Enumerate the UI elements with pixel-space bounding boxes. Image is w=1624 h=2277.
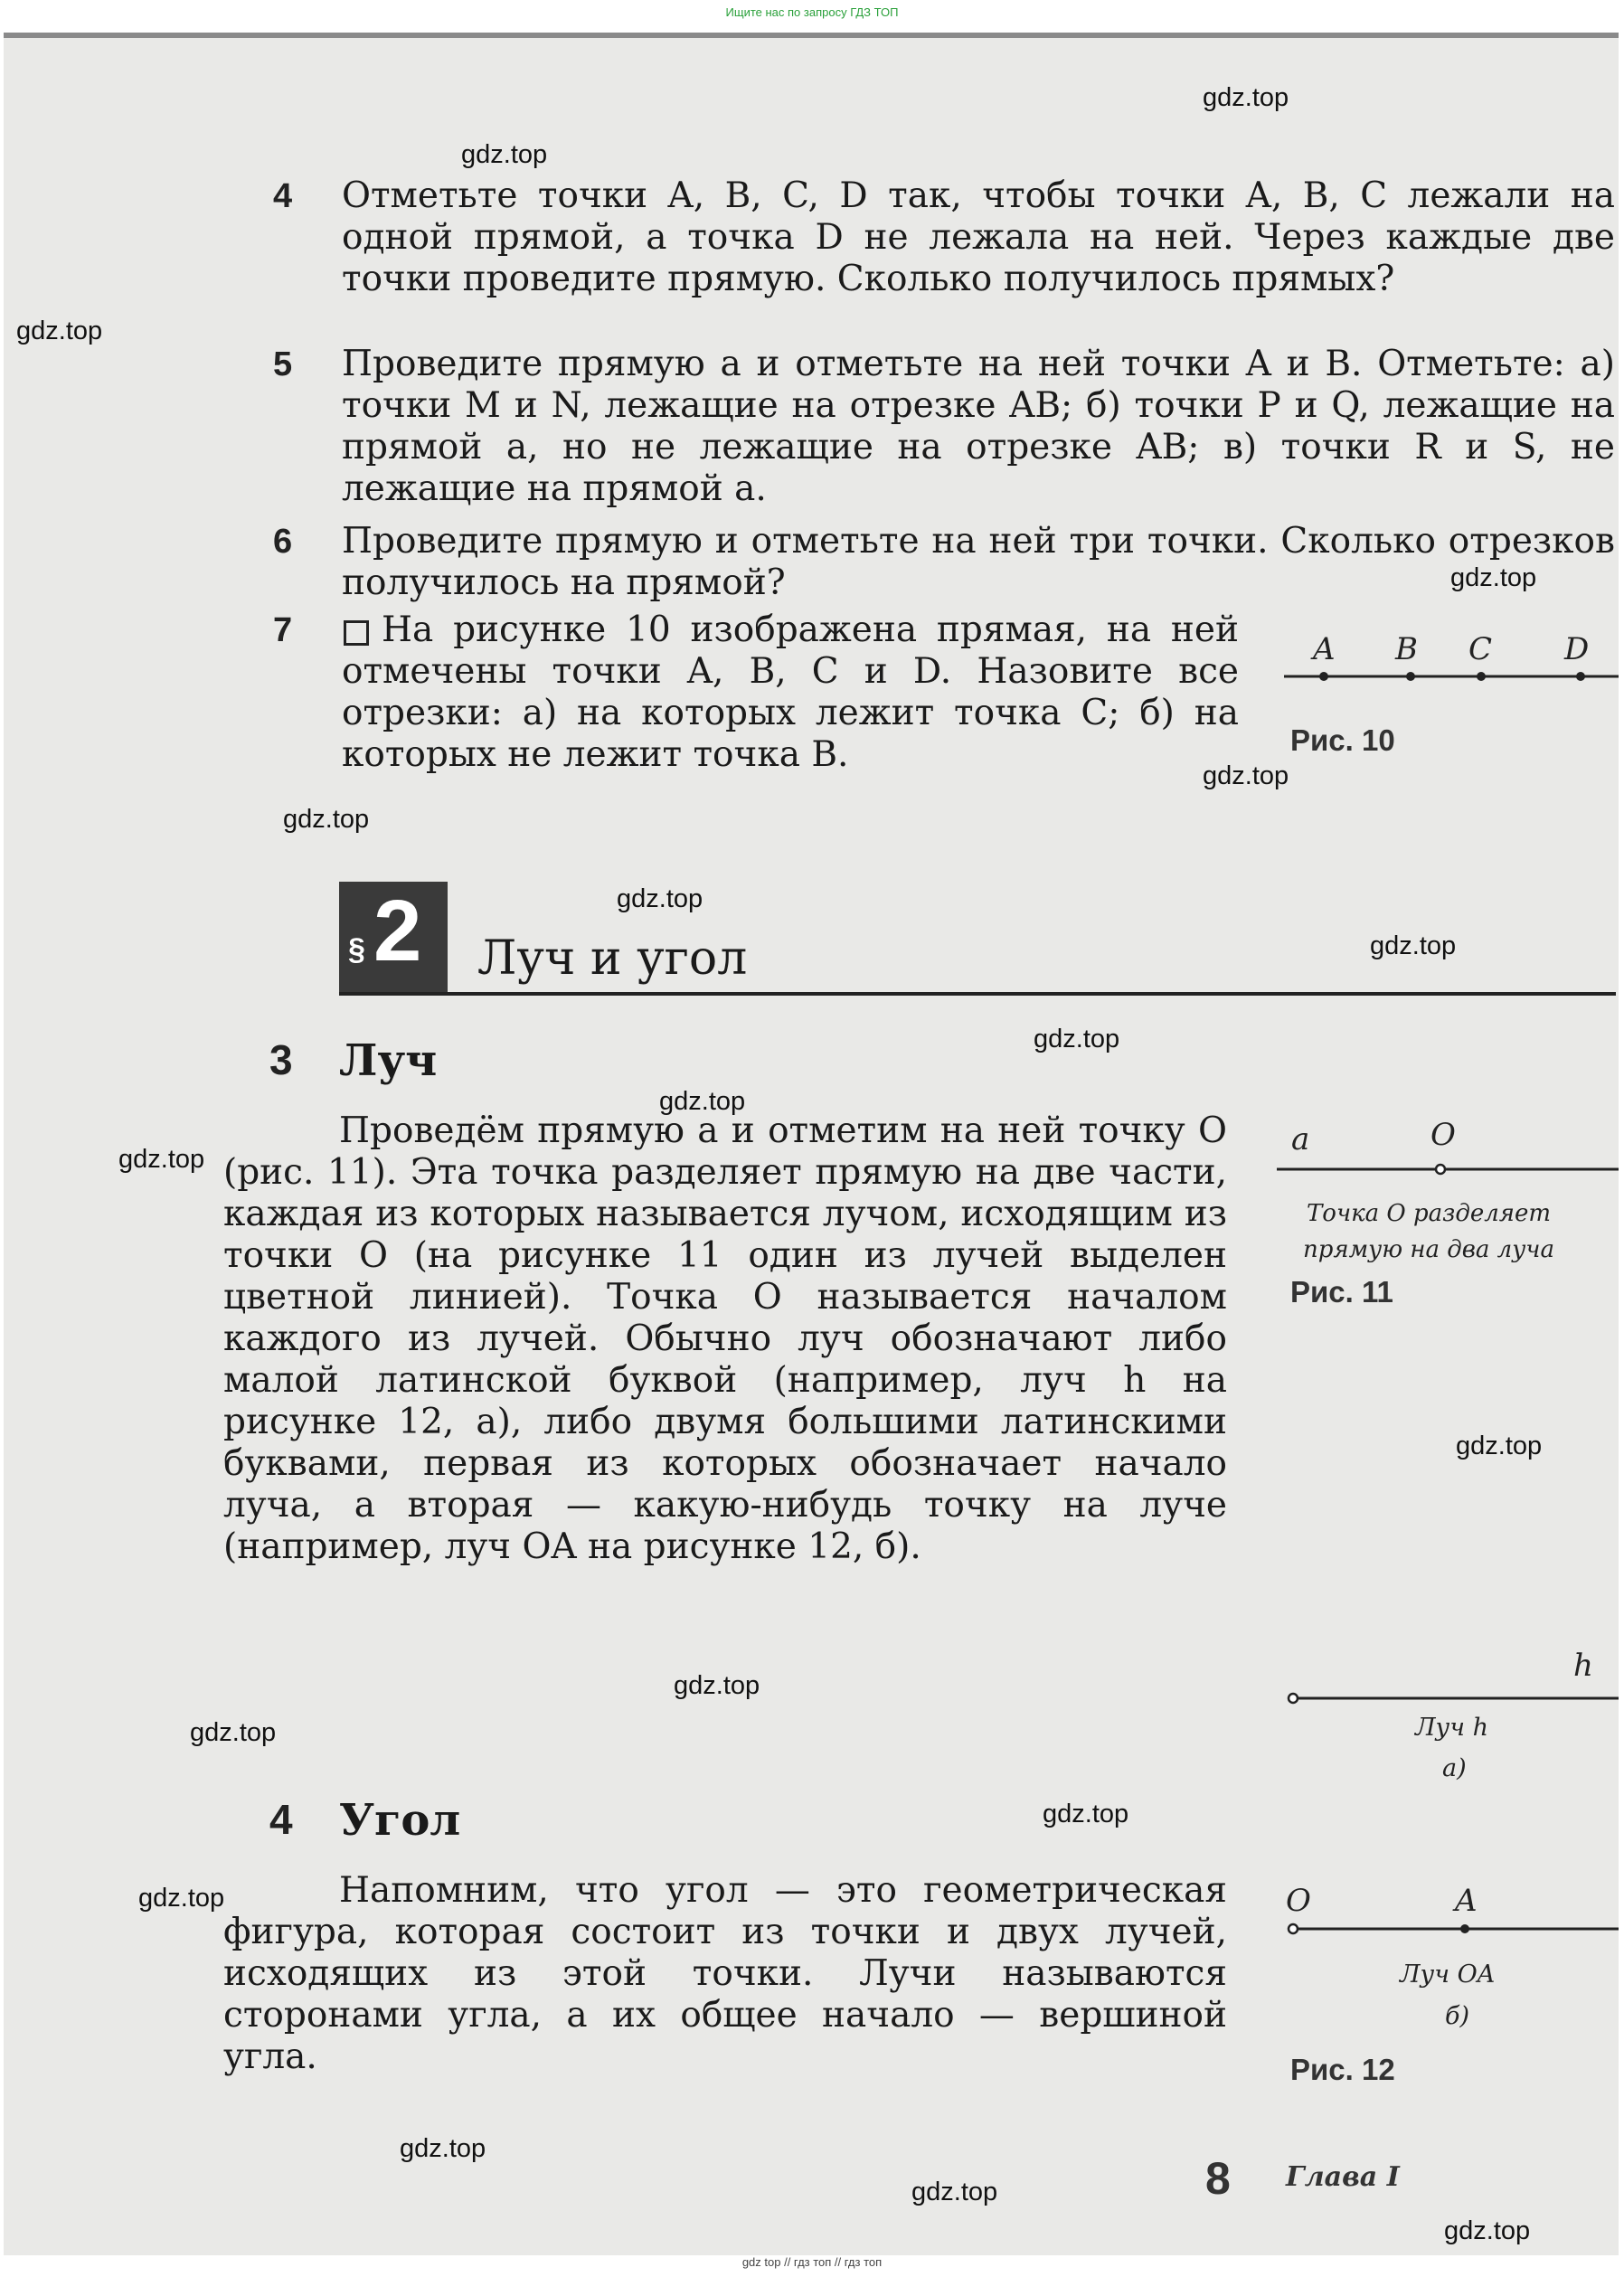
figure-label: Рис. 11 (1290, 1275, 1393, 1309)
figure-label: Рис. 12 (1290, 2053, 1395, 2086)
fig11-point (1436, 1165, 1445, 1174)
fig11-line-label: a (1291, 1121, 1310, 1157)
subsection-title: Луч (339, 1035, 438, 1086)
watermark: gdz.top (1034, 1025, 1120, 1053)
fig10-point (1477, 672, 1486, 681)
figure-label: Рис. 10 (1290, 723, 1395, 757)
section-badge (339, 882, 448, 993)
fig10-point-label: A (1313, 631, 1336, 667)
subsection-number: 4 (269, 1796, 293, 1843)
chapter-label: Глава I (1286, 2161, 1400, 2193)
fig12b-origin-point (1289, 1924, 1298, 1933)
fig10-point (1319, 672, 1328, 681)
fig11-caption-line: Точка O разделяет (1306, 1200, 1552, 1227)
fig12b-point-label: A (1455, 1883, 1478, 1919)
watermark: gdz.top (674, 1671, 760, 1700)
fig10-point (1406, 672, 1415, 681)
fig12b-ray (1284, 1922, 1619, 1940)
exercise-text: Отметьте точки A, B, C, D так, чтобы точки A, B, C лежали на одной прямой, а точка D не лежала на ней. Через каждые две точки проведите прямую. Сколько получилось прямых? (342, 175, 1615, 299)
fig12a-origin-point (1289, 1694, 1298, 1703)
fig10-point-label: D (1564, 631, 1590, 667)
watermark: gdz.top (138, 1884, 225, 1913)
watermark: gdz.top (283, 805, 370, 834)
fig12b-caption: Луч OA (1400, 1960, 1496, 1989)
watermark: gdz.top (461, 140, 548, 169)
fig12b-point (1460, 1924, 1469, 1933)
watermark: gdz.top (911, 2178, 998, 2206)
subsection-number: 3 (269, 1036, 293, 1083)
exercise-text: Проведите прямую a и отметьте на ней точки A и B. Отметьте: а) точки M и N, лежащие на отрезке AB; б) точки P и Q, лежащие на прямой a, но не лежащие на отрезке AB; в) точки R и S, не лежащие на прямой a. (342, 344, 1615, 509)
fig12a-ray (1284, 1691, 1619, 1709)
watermark: gdz.top (1203, 761, 1289, 790)
fig12a-ray-label: h (1573, 1648, 1593, 1684)
section-divider (339, 992, 1616, 996)
watermark: gdz.top (617, 884, 703, 913)
watermark: gdz.top (1444, 2216, 1531, 2245)
page-number: 8 (1205, 2153, 1231, 2204)
watermark: gdz.top (1456, 1431, 1543, 1460)
section-sign: § (348, 932, 365, 967)
top-banner: Ищите нас по запросу ГДЗ ТОП (725, 5, 899, 19)
fig12a-sublabel: а) (1442, 1754, 1467, 1782)
fig10-line (1284, 669, 1619, 687)
fig10-point-label: B (1395, 631, 1418, 667)
watermark: gdz.top (1203, 83, 1289, 112)
fig12a-caption: Луч h (1415, 1714, 1488, 1742)
fig11-caption-line: прямую на два луча (1303, 1236, 1554, 1263)
section-number: 2 (373, 883, 422, 979)
exercise-text: На рисунке 10 изображена прямая, на ней отмечены точки A, B, C и D. Назовите все отрезки: а) на которых лежит точка C; б) на которых не лежит точка B. (342, 609, 1239, 775)
watermark: gdz.top (1370, 931, 1457, 960)
exercise-number: 6 (273, 523, 293, 561)
exercise-text: Проведите прямую и отметьте на ней три точки. Сколько отрезков получилось на прямой? (342, 521, 1615, 603)
fig11-point-label: O (1430, 1117, 1456, 1153)
fig10-point-label: C (1468, 631, 1493, 667)
exercise-number: 7 (273, 611, 293, 649)
watermark: gdz.top (400, 2134, 486, 2163)
exercise-number: 4 (273, 177, 293, 215)
fig11-caption (1257, 1195, 1600, 1268)
watermark: gdz.top (118, 1145, 205, 1174)
watermark: gdz.top (1043, 1800, 1129, 1828)
watermark: gdz.top (659, 1087, 746, 1116)
ugol-paragraph: Напомним, что угол — это геометрическая фигура, которая состоит из точки и двух лучей, исходящих из этой точки. Лучи называются сторонами угла, а их общее начало — вершиной угла. (223, 1870, 1227, 2077)
subsection-title: Угол (339, 1795, 461, 1846)
watermark: gdz.top (16, 317, 103, 345)
exercise-number: 5 (273, 345, 293, 383)
fig11-line (1277, 1162, 1619, 1180)
bottom-banner: gdz top // гдз топ // гдз топ (741, 2255, 883, 2269)
fig12b-sublabel: б) (1445, 2002, 1470, 2030)
fig10-point (1576, 672, 1585, 681)
watermark: gdz.top (1450, 563, 1537, 592)
section-title: Луч и угол (477, 931, 748, 986)
luch-paragraph: Проведём прямую a и отметим на ней точку O (рис. 11). Эта точка разделяет прямую на две части, каждая из которых называется лучом, исходящим из точки O (на рисунке 11 один из лучей выделен цветной линией). Точка O называется началом каждого из лучей. Обычно луч обозначают либо малой латинской буквой (например, луч h на рисунке 12, а), либо двумя большими латинскими буквами, первая из которых обозначает начало луча, а вторая — какую-нибудь точку на луче (например, луч OA на рисунке 12, б). (223, 1110, 1227, 1567)
fig12b-origin-label: O (1286, 1883, 1311, 1919)
watermark: gdz.top (190, 1718, 277, 1747)
